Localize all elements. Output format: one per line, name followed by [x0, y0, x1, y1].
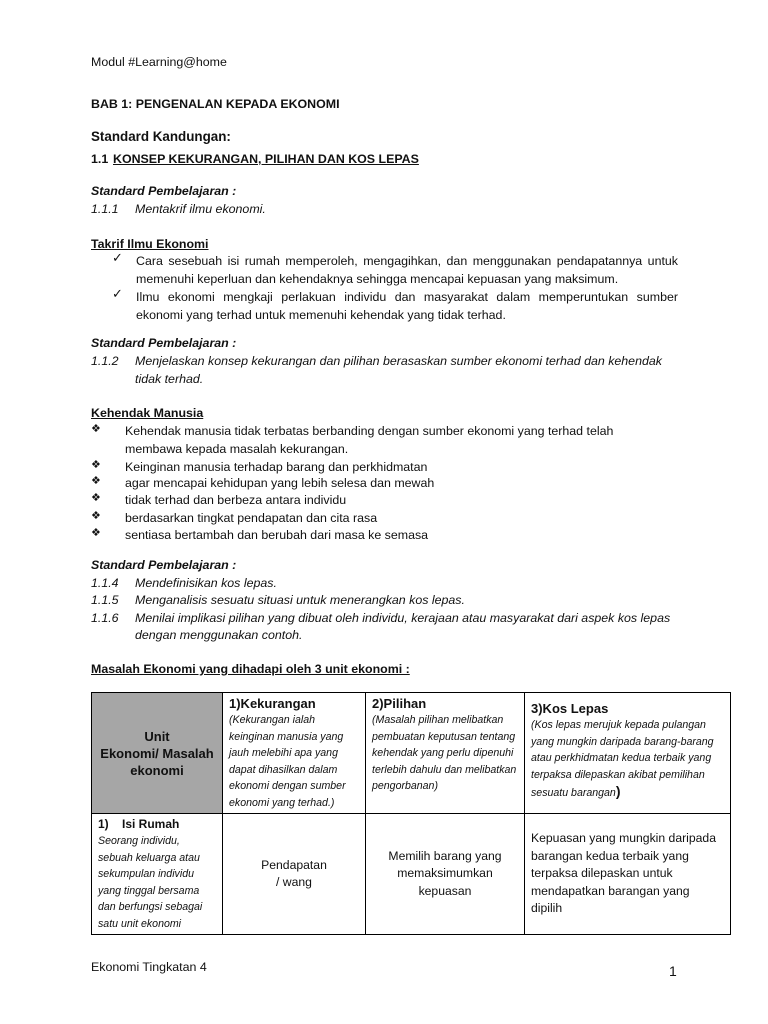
economic-problems-table: [91, 692, 731, 935]
learning-standard-label: Standard Pembelajaran :: [91, 336, 237, 350]
diamond-bullet-icon: ❖: [91, 527, 101, 539]
learning-standard-code: 1.1.4: [91, 576, 119, 590]
wants-item: membawa kepada masalah kekurangan.: [125, 442, 349, 456]
table-row: [92, 814, 731, 935]
header-title: 2)Pilihan: [372, 696, 427, 711]
diamond-bullet-icon: ❖: [91, 510, 101, 522]
header-description: (Kos lepas merujuk kepada pulangan yang mungkin daripada barang-barang atau perkhidmatan kedua terbaik yang terpaksa dilepaskan akibat pemilihan sesuatu barangan: [531, 719, 714, 799]
scarcity-value: / wang: [276, 875, 312, 889]
header-description: (Masalah pilihan melibatkan pembuatan keputusan tentang kehendak yang perlu dipenuhi terlebih dahulu dan melibatkan pengorbanan): [372, 714, 517, 792]
corner-label: Unit: [144, 728, 170, 744]
wants-item: tidak terhad dan berbeza antara individu: [125, 493, 347, 507]
problems-heading: Masalah Ekonomi yang dihadapi oleh 3 unit ekonomi :: [91, 662, 410, 676]
learning-standard-text: Mendefinisikan kos lepas.: [135, 576, 277, 590]
opportunity-cost-cell: [525, 814, 731, 935]
check-icon: ✓: [112, 286, 123, 301]
unit-title: 1) Isi Rumah: [98, 817, 180, 831]
wants-item: Keinginan manusia terhadap barang dan perkhidmatan: [125, 460, 428, 474]
corner-label: Ekonomi/ Masalah: [100, 745, 214, 761]
wants-heading: Kehendak Manusia: [91, 406, 204, 420]
diamond-bullet-icon: ❖: [91, 492, 101, 504]
footer-subject: Ekonomi Tingkatan 4: [91, 960, 207, 974]
diamond-bullet-icon: ❖: [91, 459, 101, 471]
header-choice: [366, 693, 525, 814]
learning-standard-code: 1.1.6: [91, 611, 119, 625]
definition-item: Cara sesebuah isi rumah memperoleh, mengagihkan, dan menggunakan pendapatannya untuk memenuhi keperluan dan kehendaknya sehingga mencapai kepuasan yang maksimum.: [136, 254, 678, 286]
wants-item: agar mencapai kehidupan yang lebih selesa dan mewah: [125, 476, 435, 490]
table-corner-cell: [92, 693, 223, 814]
learning-standard-text: Menjelaskan konsep kekurangan dan pilihan berasaskan sumber ekonomi terhad dan kehendak: [135, 354, 662, 368]
choice-value: Memilih barang yang memaksimumkan kepuasan: [388, 848, 502, 898]
definition-heading: Takrif Ilmu Ekonomi: [91, 237, 209, 251]
learning-standard-text: Menganalisis sesuatu situasi untuk menerangkan kos lepas.: [135, 593, 465, 607]
unit-description: Seorang individu, sebuah keluarga atau sekumpulan individu yang tinggal bersama dan berfungsi sebagai satu unit ekonomi: [98, 835, 203, 930]
scarcity-cell: [223, 814, 366, 935]
content-standard-label: Standard Kandungan:: [91, 129, 231, 144]
learning-standard-text: dengan menggunakan contoh.: [135, 628, 303, 642]
page-number: 1: [669, 963, 677, 979]
learning-standard-text: Mentakrif ilmu ekonomi.: [135, 202, 266, 216]
learning-standard-text: Menilai implikasi pilihan yang dibuat oleh individu, kerajaan atau masyarakat dari aspek kos lepas: [135, 611, 671, 625]
header-title: 1)Kekurangan: [229, 696, 316, 711]
check-icon: ✓: [112, 250, 123, 265]
learning-standard-code: 1.1.5: [91, 593, 119, 607]
opportunity-cost-value: Kepuasan yang mungkin daripada barangan kedua terbaik yang terpaksa dilepaskan untuk mendapatkan barangan yang dipilih: [531, 831, 716, 916]
wants-item: sentiasa bertambah dan berubah dari masa ke semasa: [125, 528, 429, 542]
diamond-bullet-icon: ❖: [91, 475, 101, 487]
table-header-row: [92, 693, 731, 814]
definition-item: Ilmu ekonomi mengkaji perlakuan individu dan masyarakat dalam memperuntukan sumber ekonomi yang terhad untuk memenuhi kehendak yang tidak terhad.: [136, 290, 678, 322]
diamond-bullet-icon: ❖: [91, 423, 101, 435]
header-close-paren: ): [615, 783, 621, 799]
header-opportunity-cost: [525, 693, 731, 814]
learning-standard-label: Standard Pembelajaran :: [91, 184, 237, 198]
learning-standard-code: 1.1.2: [91, 354, 119, 368]
learning-standard-label: Standard Pembelajaran :: [91, 558, 237, 572]
scarcity-value: Pendapatan: [261, 857, 327, 872]
header-scarcity: [223, 693, 366, 814]
module-header: Modul #Learning@home: [91, 55, 227, 69]
corner-label: ekonomi: [130, 762, 184, 778]
learning-standard-code: 1.1.1: [91, 202, 119, 216]
content-standard-number: 1.1: [91, 152, 109, 166]
wants-item: berdasarkan tingkat pendapatan dan cita rasa: [125, 511, 378, 525]
learning-standard-text: tidak terhad.: [135, 372, 204, 386]
wants-item: Kehendak manusia tidak terbatas berbanding dengan sumber ekonomi yang terhad telah: [125, 424, 614, 438]
chapter-title: BAB 1: PENGENALAN KEPADA EKONOMI: [91, 97, 340, 111]
content-standard-topic: KONSEP KEKURANGAN, PILIHAN DAN KOS LEPAS: [113, 152, 419, 166]
header-description: (Kekurangan ialah keinginan manusia yang jauh melebihi apa yang dapat dihasilkan dalam ekonomi dengan sumber ekonomi yang terhad.): [229, 714, 346, 809]
unit-household-cell: [92, 814, 223, 935]
choice-cell: [366, 814, 525, 935]
header-title: 3)Kos Lepas: [531, 701, 609, 716]
